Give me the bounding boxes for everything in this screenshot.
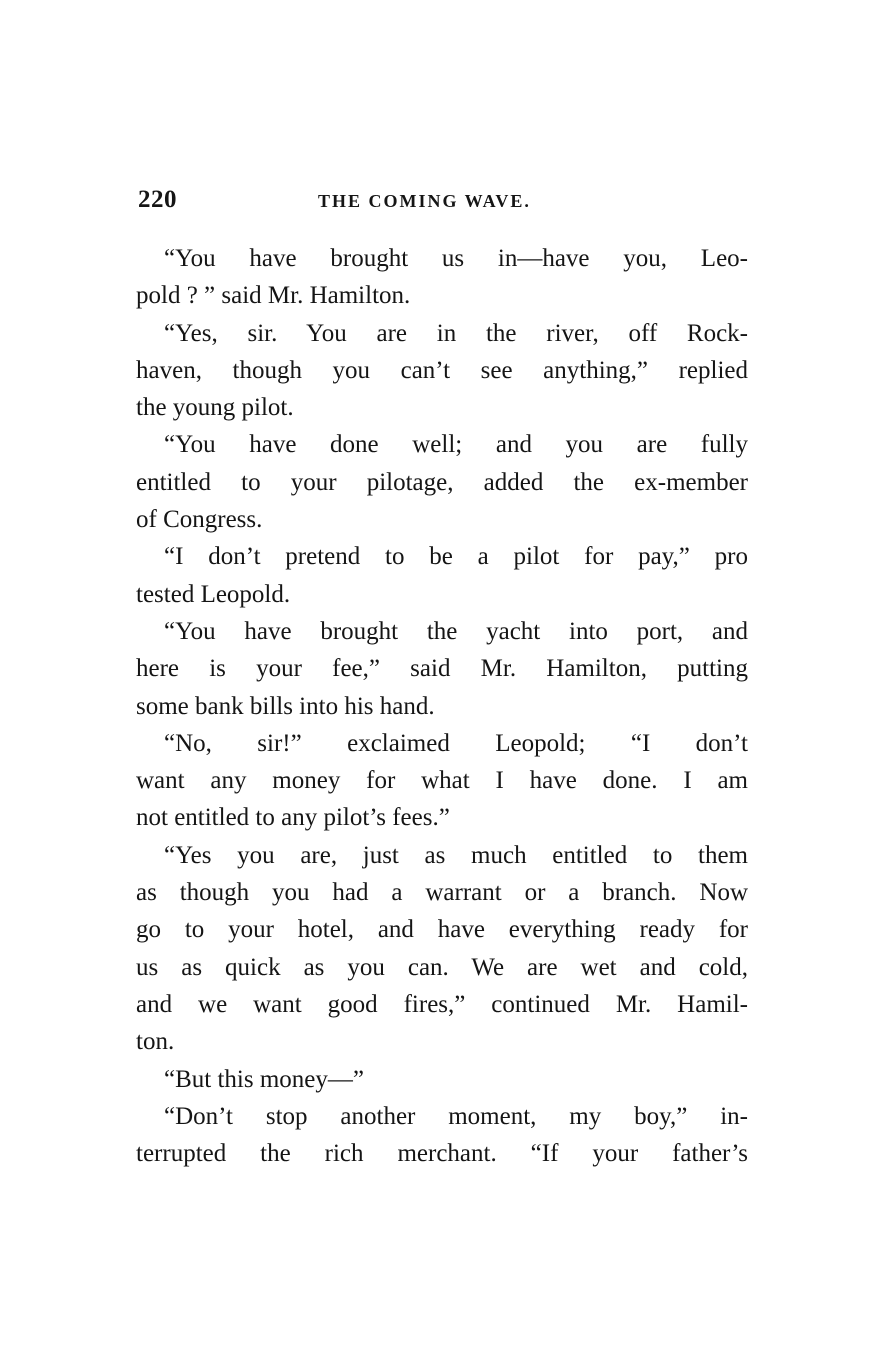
text-line: ton.: [136, 1028, 175, 1056]
page-number: 220: [138, 186, 177, 213]
text-line: entitled to your pilotage, added the ex-member: [136, 468, 748, 496]
text-line: terrupted the rich merchant. “If your father’s: [136, 1140, 748, 1168]
text-line: the young pilot.: [136, 394, 294, 422]
text-line: and we want good fires,” continued Mr. Hamil-: [136, 990, 748, 1018]
text-line: “Don’t stop another moment, my boy,” in-: [164, 1102, 748, 1130]
text-line: us as quick as you can. We are wet and cold,: [136, 953, 748, 981]
text-line: not entitled to any pilot’s fees.”: [136, 804, 450, 832]
body-text: [136, 240, 748, 1172]
text-line: as though you had a warrant or a branch. Now: [136, 879, 748, 907]
text-line: tested Leopold.: [136, 580, 291, 608]
text-line: “But this money—”: [164, 1065, 364, 1093]
text-line: some bank bills into his hand.: [136, 692, 435, 720]
text-line: pold ? ” said Mr. Hamilton.: [136, 282, 411, 310]
text-line: of Congress.: [136, 506, 263, 534]
text-line: want any money for what I have done. I am: [136, 767, 748, 795]
text-line: “You have brought us in—have you, Leo-: [164, 245, 748, 272]
text-line: go to your hotel, and have everything ready for: [136, 916, 748, 944]
text-line: “Yes you are, just as much entitled to them: [164, 841, 748, 869]
running-title: THE COMING WAVE.: [318, 191, 531, 211]
text-line: here is your fee,” said Mr. Hamilton, putting: [136, 655, 748, 683]
text-line: “You have done well; and you are fully: [164, 431, 748, 459]
text-line: “Yes, sir. You are in the river, off Rock-: [164, 319, 748, 347]
text-line: “I don’t pretend to be a pilot for pay,” pro: [164, 543, 748, 571]
text-line: “You have brought the yacht into port, and: [164, 617, 748, 645]
text-line: haven, though you can’t see anything,” replied: [136, 356, 748, 384]
running-head: [138, 186, 748, 220]
text-line: “No, sir!” exclaimed Leopold; “I don’t: [164, 729, 748, 757]
